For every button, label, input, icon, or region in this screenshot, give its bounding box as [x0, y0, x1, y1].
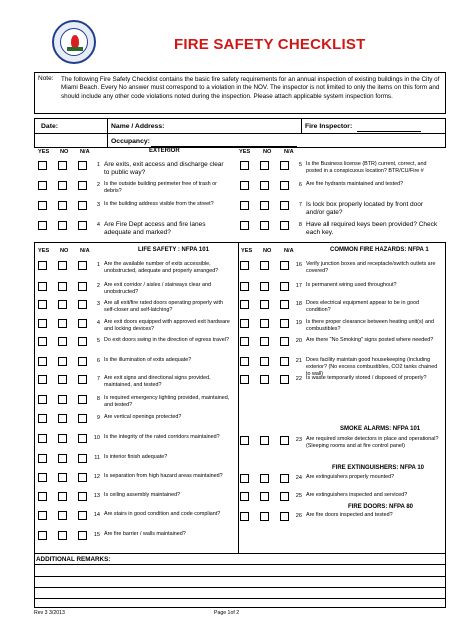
checkbox-yes[interactable]: [38, 161, 47, 170]
checkbox-no[interactable]: [58, 414, 67, 423]
checklist-sheet: [34, 18, 446, 618]
item-number: 8: [298, 222, 302, 228]
item-text: Are fire hydrants maintained and tested?: [306, 181, 404, 187]
item-text: Are Fire Dept access and fire lanes adequate and marked?: [104, 221, 206, 236]
item-number: 25: [295, 493, 302, 499]
item-text: Is the outside building perimeter free of trash or debris?: [104, 181, 217, 194]
item-text: Are exit corridor / aisles / stairways clear and unobstructed?: [104, 282, 211, 295]
item-number: 22: [295, 376, 302, 382]
checkbox-yes[interactable]: [240, 337, 249, 346]
checkbox-no[interactable]: [260, 375, 269, 384]
item-number: 2: [96, 182, 100, 188]
checkbox-no[interactable]: [260, 357, 269, 366]
info-divider-date: [107, 119, 108, 133]
occupancy-field[interactable]: [151, 146, 297, 147]
checkbox-na[interactable]: [280, 161, 289, 170]
checkbox-yes[interactable]: [38, 319, 47, 328]
item-number: 7: [298, 202, 302, 208]
exterior-title: EXTERIOR: [149, 148, 180, 154]
checkbox-yes[interactable]: [240, 282, 249, 291]
inspection-info-box: [34, 118, 446, 148]
checkbox-na[interactable]: [78, 300, 87, 309]
checkbox-na[interactable]: [280, 201, 289, 210]
checkbox-yes[interactable]: [240, 221, 249, 230]
seal-base-shape: [67, 47, 83, 51]
checkbox-na[interactable]: [78, 282, 87, 291]
note-label: Note:: [38, 75, 54, 82]
checkbox-no[interactable]: [260, 337, 269, 346]
checkbox-yes[interactable]: [38, 511, 47, 520]
checkbox-na[interactable]: [280, 436, 289, 445]
checkbox-na[interactable]: [78, 161, 87, 170]
item-number: 3: [96, 202, 100, 208]
checkbox-yes[interactable]: [38, 221, 47, 230]
checkbox-yes[interactable]: [240, 181, 249, 190]
checkbox-na[interactable]: [78, 454, 87, 463]
checkbox-no[interactable]: [58, 531, 67, 540]
checkbox-na[interactable]: [78, 492, 87, 501]
checkbox-yes[interactable]: [240, 436, 249, 445]
item-number: 18: [295, 301, 302, 307]
item-number: 12: [93, 474, 100, 480]
checkbox-na[interactable]: [280, 474, 289, 483]
item-number: 6: [96, 358, 100, 364]
fire-department-seal-logo: [52, 20, 96, 64]
info-divider-occupancy: [107, 133, 108, 148]
checkbox-na[interactable]: [78, 531, 87, 540]
item-number: 26: [295, 513, 302, 519]
checkbox-no[interactable]: [58, 181, 67, 190]
checkbox-no[interactable]: [58, 201, 67, 210]
checkbox-no[interactable]: [58, 395, 67, 404]
checkbox-yes[interactable]: [240, 357, 249, 366]
checkbox-na[interactable]: [78, 357, 87, 366]
checkbox-yes[interactable]: [240, 300, 249, 309]
checkbox-yes[interactable]: [38, 375, 47, 384]
item-number: 13: [93, 493, 100, 499]
checkbox-na[interactable]: [280, 492, 289, 501]
checkbox-yes[interactable]: [38, 454, 47, 463]
checkbox-na[interactable]: [78, 319, 87, 328]
checkbox-yes[interactable]: [240, 375, 249, 384]
checkbox-na[interactable]: [280, 337, 289, 346]
checkbox-no[interactable]: [260, 261, 269, 270]
item-number: 23: [295, 437, 302, 443]
item-text: Are all exit/fire rated doors operating properly with self-closer and self-latching?: [104, 300, 223, 313]
date-label: Date:: [41, 123, 58, 130]
checkbox-no[interactable]: [260, 221, 269, 230]
checkbox-yes[interactable]: [240, 474, 249, 483]
item-number: 20: [295, 338, 302, 344]
name-address-label: Name / Address:: [111, 123, 165, 130]
item-number: 21: [295, 358, 302, 364]
checkbox-na[interactable]: [78, 414, 87, 423]
checkbox-yes[interactable]: [38, 337, 47, 346]
remarks-frame: [34, 554, 446, 608]
checkbox-na[interactable]: [78, 434, 87, 443]
item-number: 24: [295, 475, 302, 481]
checkbox-no[interactable]: [58, 221, 67, 230]
checkbox-no[interactable]: [58, 300, 67, 309]
checkbox-yes[interactable]: [240, 512, 249, 521]
checkbox-no[interactable]: [58, 337, 67, 346]
checkbox-no[interactable]: [260, 492, 269, 501]
column-divider: [238, 242, 239, 554]
ext-right-no-header: NO: [263, 149, 272, 155]
checkbox-na[interactable]: [280, 375, 289, 384]
extinguishers-title: FIRE EXTINGUISHERS: NFPA 10: [332, 465, 425, 471]
item-number: 9: [96, 415, 100, 421]
checkbox-na[interactable]: [280, 357, 289, 366]
ls-yes-header: YES: [38, 248, 50, 254]
fire-doors-title: FIRE DOORS: NFPA 80: [348, 504, 414, 510]
note-box: [34, 72, 446, 114]
item-number: 4: [96, 222, 100, 228]
checkbox-yes[interactable]: [38, 395, 47, 404]
checkbox-no[interactable]: [58, 161, 67, 170]
checkbox-na[interactable]: [78, 473, 87, 482]
item-text: Are exit signs and directional signs provided, maintained, and tested?: [104, 375, 211, 388]
checkbox-yes[interactable]: [240, 319, 249, 328]
info-row-divider: [35, 133, 445, 134]
item-text: Is required emergency lighting provided, maintained, and tested?: [104, 395, 230, 408]
checkbox-na[interactable]: [78, 511, 87, 520]
revision-footer: Rev 3 3/2013: [34, 610, 65, 616]
fire-inspector-label: Fire Inspector:: [305, 123, 353, 130]
item-text: Is the Business license (BTR) current, correct, and posted in a conspicuous location? BTR/CU/Fire #: [306, 161, 427, 174]
item-text: Is the building address visible from the street?: [104, 201, 214, 207]
item-number: 14: [93, 512, 100, 518]
item-text: Is ceiling assembly maintained?: [104, 492, 181, 498]
checkbox-no[interactable]: [58, 434, 67, 443]
item-text: Is there proper clearance between heating unit(s) and combustibles?: [306, 319, 434, 332]
checkbox-no[interactable]: [58, 282, 67, 291]
item-number: 11: [94, 455, 100, 461]
checkbox-na[interactable]: [78, 375, 87, 384]
item-number: 10: [93, 435, 100, 441]
page-number-footer: Page 1of 2: [214, 610, 240, 616]
checkbox-no[interactable]: [260, 300, 269, 309]
checkbox-na[interactable]: [78, 221, 87, 230]
checkbox-na[interactable]: [280, 300, 289, 309]
item-number: 5: [96, 338, 100, 344]
ext-right-na-header: N/A: [284, 149, 294, 155]
checkbox-na[interactable]: [78, 337, 87, 346]
ls-na-header: N/A: [80, 248, 90, 254]
item-text: Is the integrity of the rated corridors maintained?: [104, 434, 220, 440]
checkbox-no[interactable]: [260, 512, 269, 521]
item-text: Are the available number of exits accessible, unobstructed, adequate and properly arranged?: [104, 261, 219, 274]
checkbox-na[interactable]: [78, 181, 87, 190]
additional-remarks-label: ADDITIONAL REMARKS:: [36, 556, 111, 563]
item-text: Is waste temporarily stored / disposed of properly?: [306, 375, 427, 381]
item-text: Are exit doors equipped with approved exit hardware and locking devices?: [104, 319, 230, 332]
ch-na-header: N/A: [284, 248, 294, 254]
checkbox-na[interactable]: [78, 261, 87, 270]
item-text: Are fire barrier / walls maintained?: [104, 531, 186, 537]
checkbox-no[interactable]: [58, 261, 67, 270]
checkbox-na[interactable]: [280, 282, 289, 291]
occupancy-label: Occupancy:: [111, 138, 150, 145]
item-text: Are extinguishers properly mounted?: [306, 474, 395, 480]
checkbox-no[interactable]: [260, 201, 269, 210]
checkbox-yes[interactable]: [38, 531, 47, 540]
item-text: Are fire doors inspected and tested?: [306, 512, 393, 518]
ls-no-header: NO: [60, 248, 69, 254]
checkbox-yes[interactable]: [240, 161, 249, 170]
item-text: Do exit doors swing in the direction of egress travel?: [104, 337, 229, 343]
checkbox-no[interactable]: [260, 436, 269, 445]
ext-left-na-header: N/A: [80, 149, 90, 155]
checkbox-no[interactable]: [58, 492, 67, 501]
common-hazards-title: COMMON FIRE HAZARDS: NFPA 1: [330, 247, 429, 253]
item-text: Does electrical equipment appear to be in good condition?: [306, 300, 419, 313]
checkbox-yes[interactable]: [240, 492, 249, 501]
item-number: 1: [96, 262, 100, 268]
item-number: 7: [96, 376, 100, 382]
checkbox-no[interactable]: [260, 319, 269, 328]
item-text: Are there "No Smoking" signs posted where needed?: [306, 337, 434, 343]
ext-left-no-header: NO: [60, 149, 69, 155]
checkbox-no[interactable]: [260, 181, 269, 190]
item-text: Are exits, exit access and discharge clear to public way?: [104, 161, 224, 176]
checkbox-yes[interactable]: [38, 357, 47, 366]
checkbox-yes[interactable]: [38, 473, 47, 482]
item-text: Have all required keys been provided? Check each key.: [306, 221, 438, 236]
item-text: Is lock box properly located by front door and/or gate?: [306, 201, 424, 216]
item-number: 5: [298, 162, 302, 168]
item-number: 19: [295, 320, 302, 326]
checkbox-no[interactable]: [260, 474, 269, 483]
item-text: Is the illumination of exits adequate?: [104, 357, 192, 363]
checkbox-yes[interactable]: [38, 261, 47, 270]
checkbox-na[interactable]: [280, 181, 289, 190]
info-divider-inspector: [301, 119, 302, 133]
note-text: The following Fire Safety Checklist contains the basic fire safety requirements for an annual inspection of existing buildings in the City of Miami Beach. Every No answer must correspond to a violation in the NOV. The inspector is not limited to only the items on this form and should include any other code violations noted during the inspection. Please attach applicable system inspection forms.: [61, 76, 440, 100]
life-safety-title: LIFE SAFETY : NFPA 101: [138, 247, 209, 253]
checkbox-yes[interactable]: [38, 434, 47, 443]
checkbox-na[interactable]: [280, 261, 289, 270]
item-number: 3: [96, 301, 100, 307]
checkbox-na[interactable]: [78, 395, 87, 404]
checkbox-yes[interactable]: [38, 282, 47, 291]
ch-no-header: NO: [263, 248, 272, 254]
checkbox-yes[interactable]: [240, 201, 249, 210]
item-number: 2: [96, 283, 100, 289]
checkbox-no[interactable]: [58, 319, 67, 328]
checkbox-na[interactable]: [280, 512, 289, 521]
fire-inspector-field[interactable]: [357, 131, 421, 132]
checkbox-yes[interactable]: [38, 492, 47, 501]
smoke-alarms-title: SMOKE ALARMS: NFPA 101: [340, 426, 421, 432]
ch-yes-header: YES: [241, 248, 253, 254]
item-text: Does facility maintain good housekeeping (including exterior? (No excess combustibles, CO2 tanks chained to wall): [306, 357, 438, 377]
ext-right-yes-header: YES: [239, 149, 251, 155]
page-title: FIRE SAFETY CHECKLIST: [174, 36, 366, 53]
checkbox-no[interactable]: [58, 375, 67, 384]
ext-left-yes-header: YES: [38, 149, 50, 155]
item-number: 16: [295, 262, 302, 268]
item-text: Are stairs in good condition and code compliant?: [104, 511, 221, 517]
checkbox-no[interactable]: [58, 511, 67, 520]
item-number: 15: [93, 532, 100, 538]
item-text: Is permanent wiring used throughout?: [306, 282, 397, 288]
checkbox-no[interactable]: [58, 357, 67, 366]
item-number: 8: [96, 396, 100, 402]
item-number: 4: [96, 320, 100, 326]
checkbox-na[interactable]: [78, 201, 87, 210]
item-text: Verify junction boxes and receptacle/switch outlets are covered?: [306, 261, 436, 274]
checkbox-yes[interactable]: [38, 181, 47, 190]
checkbox-yes[interactable]: [240, 261, 249, 270]
checkbox-no[interactable]: [58, 473, 67, 482]
item-number: 6: [298, 182, 302, 188]
item-text: Is separation from high hazard areas maintained?: [104, 473, 223, 479]
checkbox-yes[interactable]: [38, 201, 47, 210]
item-text: Are vertical openings protected?: [104, 414, 182, 420]
item-number: 17: [295, 283, 302, 289]
item-text: Is interior finish adequate?: [104, 454, 168, 460]
checkbox-yes[interactable]: [38, 300, 47, 309]
checkbox-no[interactable]: [260, 161, 269, 170]
item-number: 1: [96, 162, 100, 168]
checkbox-yes[interactable]: [38, 414, 47, 423]
checkbox-no[interactable]: [58, 454, 67, 463]
seal-inner-circle: [60, 28, 88, 56]
checkbox-no[interactable]: [260, 282, 269, 291]
checkbox-na[interactable]: [280, 319, 289, 328]
item-text: Are required smoke detectors in place and operational? (Sleeping rooms and at fire control panel): [306, 436, 439, 449]
item-text: Are extinguishers inspected and serviced?: [306, 492, 408, 498]
checkbox-na[interactable]: [280, 221, 289, 230]
